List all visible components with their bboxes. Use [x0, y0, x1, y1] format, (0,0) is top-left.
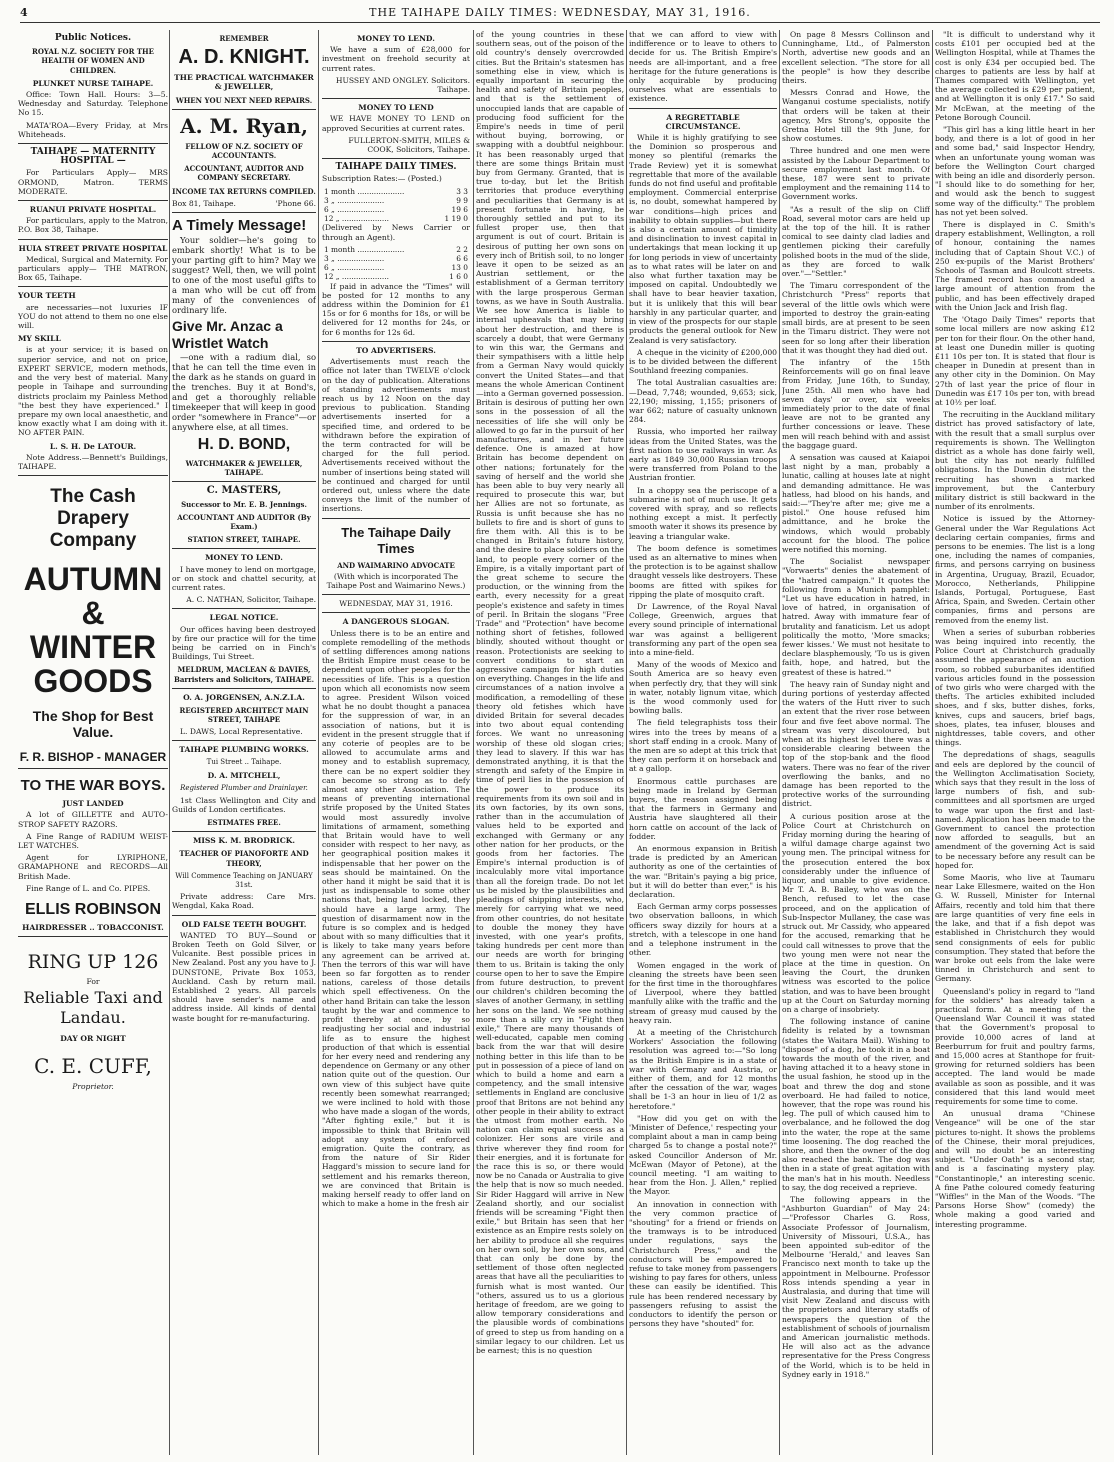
nathan-signature: A. C. NATHAN, Solicitor, Taihape.	[186, 595, 316, 605]
column-6	[782, 30, 930, 1455]
cuff-name: C. E. CUFF,	[34, 1053, 152, 1078]
bond-name: H. D. BOND,	[197, 436, 291, 454]
rate-row	[322, 205, 470, 214]
false-teeth-body: WANTED TO BUY—Sound or Broken Teeth on Gold Silver, or Vulcanite. Best possible prices in New Zealand. Post any you have to J. DUNSTONE, Private Box 1053, Auckland. Cash by return mail. Established 2 years. All parcels should have sender's name and address inside. All kinds of dental waste bought for re-manufacturing.	[172, 930, 316, 1023]
timely-body: Your soldier—he's going to embark shortly! What is to be your parting gift to him? May we suggest? Well, then, we will point to one of the most useful gifts to a man who will be cut off from many of the conveniences of ordinary life.	[172, 235, 316, 316]
col6-para-11: The following instance of canine fidelity is related by a townsman (states the Waitara Mail). Wishing to "dispose" of a dog, he took it in a boat towards the mouth of the river, and having attached it to a heavy stone in the usual fashion, he stood up in the boat and threw the dog and stone overboard. He had failed to notice, however, that the rope was round his leg. The pull of which caused him to overbalance, and he followed the dog into the water, the rope at the same time loosening. The dog reached the shore, and then the owner of the dog also reached the bank. The dog was then in a state of great agitation with the man's hat in his mouth. Needless to say, the dog received a reprieve.	[782, 1017, 930, 1192]
plumbing-heading: TAIHAPE PLUMBING WORKS.	[179, 744, 309, 754]
rate-row	[322, 196, 470, 205]
masthead	[20, 6, 1100, 23]
col5-para-15: At a meeting of the Christchurch Workers' Association the following resolution was agreed to:—"So long as the British Empire is in a state of war with Germany and Austria, or either of them, and for 12 months after the cessation of the war, wages shall be 1-3 an hour in lieu of 1/2 as heretofore."	[629, 1027, 777, 1111]
knight-name: A. D. KNIGHT.	[178, 46, 310, 69]
ellis-robinson: ELLIS ROBINSON	[24, 900, 161, 918]
col5-para-17: An innovation in connection with the very common practice of "shouting" for a friend or friends on the tramways is to be introduced under regulations, says the Christchurch Press," and the conductors will be empowered to refuse to take money from passengers wishing to pay fares for others, unless these can easily be identified. This rule has been rendered necessary by passengers refusing to assist the conductors to identify the person or persons they have "shouted" for.	[629, 1199, 777, 1329]
autumn-winter-heading: AUTUMN & WINTER GOODS	[23, 561, 163, 700]
ryan-name: A. M. Ryan,	[180, 113, 308, 138]
delatour-address: Note Address.—Bennett's Buildings, TAIHAPE.	[18, 452, 168, 471]
jorgensen-name: O. A. JORGENSEN, A.N.Z.I.A.	[183, 692, 305, 702]
col5-para-12: An enormous expansion in British trade is predicted by an American authority as one of the certainties of the war. "Britain's paying a big price, but it will do better than ever," is his declaration.	[629, 844, 777, 900]
rate-row	[322, 245, 470, 254]
col5-para-8: Dr Lawrence, of the Royal Naval College, Greenwich, argues that every sound principle of international war was against a belligerent transforming any part of the open sea into a mine-field.	[629, 601, 777, 657]
col5-para-4: The total Australian casualties are:—Dead, 7,748; wounded, 9,653; sick, 22,190; missing, 1,155; prisoners of war 662; nature of casualty unknown 284.	[629, 378, 777, 425]
slogan-continued: of the young countries in these southern seas, out of the poison of the old country's densely overcrowded cities. But the Britain's statesmen has something else in view, which is equally important in securing the health and safety of Britain peoples, and that is the settlement of unoccupied lands that are capable of producing food sufficient for the Empire's needs in time of peril without buying, borrowing, or swapping with a doubtful neighbour. It has been reasonably urged that there are some things Britain must buy from Germany. Granted, that is true to-day, but let the British territories that produce everything and peculiarities that Germany is at present fortunate in having, be thoroughly settled and put to its fullest proper use, then that argument is out of court. Britain is desirous of putting her own sons on every inch of British soil, to no longer leave it open to be seized as an Austrian settlement, or the establishment of a German territory with the large prosperous German towns, as we have in South Australia. We see how America is liable to internal upheavals that may bring about her destruction, and there is scarcely a doubt, that were Germany to win this war, the Germans and their sympathisers with a little help from a German Navy would quickly convert the United States—and that means the whole American Continent—into a German governed possession. Britain is desirous of putting her own sons in the possession of all the necessities of life she will only be allowed to go far in the pursuit of her manufactures, and in her future defence. One is amazed at how Britain has become dependent on other nations; fortunately for the saving of herself and the world she has been able to buy very nearly all required to prosecute this war, but her Allies are not so fortunate, as Russia is unfit because she has no bullets to fire and is short of guns to fire them with. All this is to be changed in Britain's future history, and the desire to place soldiers on the land, to people every corner of the Empire, is a vitally important part of the great scheme to secure the production, or the winning from the earth, every necessity for a great people's existence and safety in times of peril. In Britain the slogans "Free Trade" and "Protection" have become nothing short of fetishes, followed blindly, shouted without thought or reason. Protectionists are seeking to convert conditions to start an aggressive campaign for high duties on everything. Changes in the life and circumstances of a nation involve a modification, a remodelling of these theory old fetishes which have divided Britain for several decades into two about equal contending forces. We want no unreasoning worship of these old slogan cries; they lead to slavery. If this war has demonstrated anything, it is that the strength and safety of the Empire in time of peril lies in the possession of the power to produce its requirements from its own soil and in its own factories, by its own sons, rather than in the accumulation of values held to be exported and exchanged with Germany or any other nation for her products, or the goods from her factories. The Empire's internal production is of incalculably more vital importance than all the foreign trade. Do not let us be misled by the plausibilities and pleadings of shipping interests, who, merely for carrying what we need from other countries, do not hesitate to double the money they have invested, with one year's profits, taking hundreds per cent more than our needs are worth for bringing them to us. Britain is taking the only course open to her to save the Empire from future destruction, to prevent our children's children becoming the slaves of another Germany, in settling her sons on the land. We see nothing more than a silly cry in "Fight then exile," There are many thousands of well-educated, capable men coming back from the war that will desire nothing better in this life than to be put in possession of a piece of land on which to build a home and earn a competency, and the small intensive settlements in England are conclusive proof that Britons are not behind any other people in their ability to extract the utmost from mother earth. No nation can claim equal success as a colonizer. Her sons are virile and thrive wherever they find room for their energies, and it is fortunate for the race this is so, or there would now be no Canada or Australia to give the help that is now so much needed. Sir Rider Haggard will arrive in New Zealand shortly, and our socialist friends will be screaming "Fight then exile," but Britain has seen that her existence as an Empire rests solely on her ability to produce all she requires on her own soil, by her own sons, and that can only be done by the settlement of those often neglected areas that have all the peculiarities to furnish what is most wanted. Our "others, assured us to us a glorious heritage of freedom, are we going to allow temporary considerations and the plausible words of combinations of greed to step us from handing on a similar legacy to our children. Let us be earnest; this is no question	[476, 30, 624, 1356]
pipes-item: Fine Range of L. and Co. PIPES.	[26, 883, 151, 893]
col5-para-3: A cheque in the vicinity of £200,000 is to be divided between the different Southland freezing companies.	[629, 347, 777, 376]
col7-para-9: Some Maoris, who live at Taumaru near Lake Ellesmere, waited on the Hon G. W. Russell, Minister for Internal Affairs, recently and told him that there are large quantities of very fine eels in the lake, and that if a fish depot was established in Christchurch they would send consignments of eels for public consumption. They stated that before the war broke out eels from the lake were tinned in Christchurch and sent to Germany.	[935, 873, 1095, 984]
slogan-body: Unless there is to be an entire and complete remodelling of the methods of settling differences among nations the British Empire must cease to be dependent upon other peoples for the necessities of life. This is a question upon which all economists now seem to agree. President Wilson voiced what he no doubt thought a panacea for the suppression of war, in an association of nations, but it is evident in the present struggle that if any coterie of peoples are to be allowed to accumulate arms and money and to establish supremacy, there can be no expert soldier they can become so strong as to defy almost any other Association. The means of preventing international strife proposed by the United States would most assuredly involve limitations of armament, something that Britain would have to well consider with respect to her navy, as her geographical position makes it indispensable that her power on the seas should be maintained. On the other hand it might be said that it is just as indispensable to some other nations that, being land locked, they should have a large army. The question of disarmament now in the future is so complex and is hedged about with so many difficulties that it is likely to take many years before any agreement can be arrived at. Then the terrors of this war will have been so far forgotten as to render nations, careless of those details which spell effectiveness. On the other hand Britain can take the lesson taught by the war and commence to profit thereby at once, by so readjusting her social and industrial life as to ensure the highest production of that which is essential for her every need and rendering any dependence on Germany or any other nation quite out of the question. Our own view of this subject have quite recently been somewhat rearranged; we were inclined to hold with those who have made a slogan of the words, "After fighting exile," but it is impossible to think that Britain will adopt any system of enforced emigration. Quite the contrary, as from the nature of Sir Rider Haggard's mission to secure land for settlement and his remarks thereon, we are convinced that Britain is making herself ready to offer land on which to make a home in the fresh air	[322, 628, 470, 1209]
col5-para-1: that we can afford to view with indifference or to leave to others to decide for us. The British Empire's needs are all-important, and a free heritage for the future generations is only acquirable by producing ourselves what are essentials to existence.	[629, 30, 777, 104]
col5-para-16: "How did you get on with the 'Minister of Defence,' respecting your complaint about a man in camp being charged 5s to change a postal note?" asked Councillor Anderson of Mr. McEwan (Mayor of Petone), at the council meeting. "I am waiting to hear from the Hon. J. Allen," replied the Mayor.	[629, 1113, 777, 1197]
delivered-intro: (Delivered by News Carrier or through an Agent).	[322, 223, 470, 242]
rate-price: 19 6	[451, 205, 468, 215]
money-lend-heading: MONEY TO LEND.	[357, 34, 435, 43]
rate-period: 6 „ ....................	[324, 263, 385, 273]
bond-sub: WATCHMAKER & JEWELLER, TAIHAPE.	[185, 459, 303, 478]
rate-price: 2 2	[456, 244, 468, 254]
taxi-heading: Reliable Taxi and Landau.	[23, 988, 163, 1028]
mitchell-body: 1st Class Wellington and City and Guilds of London certificates.	[172, 795, 316, 814]
col5-para-6: In a choppy sea the periscope of a submarine is not of much use. It gets covered with spray, and so reflects nothing except a mist. It perfectly smooth water it shows its presence by leaving a triangular wake.	[629, 485, 777, 541]
masthead-title: THE TAIHAPE DAILY TIMES: WEDNESDAY, MAY 31, 1916.	[369, 6, 751, 19]
plunket-notice: PLUNKET NURSE TAIHAPE.	[32, 78, 154, 88]
maternity-heading: TAIHAPE — MATERNITY HOSPITAL —	[30, 147, 156, 167]
rate-row	[322, 187, 470, 196]
col7-para-11: An unusual drama "Chinese Vengeance" will be one of the star pictures to-night. It shows the problems of the Chinese, their moral prejudices, and will no doubt be an interesting subject. "Under Oath" is a second star, and is a fascinating mystery play. "Constantinople," an interesting scenic. A fine Pathe coloured comedy featuring "Wiffles" in the Man of the Woods. "The Parsons Horse Show" (comedy) the whole making a good varied and interesting programme.	[935, 1109, 1095, 1229]
col7-para-10: Queensland's policy in regard to "land for the soldiers" has already taken a practical form. At a meeting of the Queensland War Council it was stated that the Government's proposal to provide 10,000 acres of land at Beerburrum for fruit and poultry farms, and 15,000 acres at Stanthope for fruit-growing for returned soldiers has been accepted. The land would be made available as soon as possible, and it was considered that this land would meet requirements for some time to come.	[935, 986, 1095, 1106]
office-hours: Office: Town Hall. Hours: 3—5. Wednesday and Saturday. Telephone No 15.	[18, 90, 168, 118]
lyriphone-item: Agent for LYRIPHONE, GRAMAPHONE and RECORDS—All British Made.	[18, 853, 168, 881]
public-notices-heading: Public Notices.	[54, 33, 132, 43]
proprietor-line: Proprietor.	[72, 1081, 114, 1091]
legal-heading: LEGAL NOTICE.	[209, 613, 279, 623]
column-rule	[779, 30, 780, 1455]
masters-role: ACCOUNTANT AND AUDITOR (By Exam.)	[177, 512, 311, 532]
column-rule	[473, 30, 474, 1455]
rates-note: If paid in advance the "Times" will be posted for 12 months to any address within the Dominion for £1 15s or for 6 months for 18s, or will be delivered for 12 months for 24s, or for 6 months for 12s 6d.	[322, 281, 470, 337]
posted-rates-table	[322, 187, 470, 224]
delatour-name: L. S. H. De LATOUR.	[49, 441, 137, 451]
day-night-line: DAY OR NIGHT	[60, 1034, 126, 1044]
plumbing-address: Tui Street .. Taihape.	[206, 757, 282, 766]
bishop-manager: F. R. BISHOP - MANAGER	[19, 750, 167, 765]
ryan-accountant: ACCOUNTANT, AUDITOR AND COMPANY SECRETARY.	[184, 164, 304, 183]
column-5	[629, 30, 777, 1455]
col7-para-5: The recruiting in the Auckland military district has proved satisfactory of late, with the result that a small surplus over requirements is shown. The Wellington district as a whole has done fairly well, but the city has not nearly fulfilled obligations. In the Dunedin district the recruiting has shown a marked improvement, but the Canterbury military district is still backward in the number of its enrolments.	[935, 410, 1095, 512]
masters-name: C. MASTERS,	[206, 485, 282, 497]
masters-sub: Successor to Mr. E. B. Jennings.	[181, 499, 307, 509]
rate-row	[322, 254, 470, 263]
rate-row	[322, 272, 470, 281]
huia-heading: HUIA STREET PRIVATE HOSPITAL	[18, 243, 168, 253]
huia-body: Medical, Surgical and Maternity. For particulars apply— THE MATRON, Box 65, Taihape.	[18, 254, 168, 283]
col6-para-10: A curious position arose at the Police Court at Christchurch on Friday morning during the hearing of a wilful damage charge against two young men. The principal witness for the prosecution entered the box considerably under the influence of liquor, and unable to give evidence. Mr T. A. B. Bailey, who was on the Bench, refused to let the case proceed, and on the application of Sub-Inspector Mullaney, the case was struck out. Mr Cassidy, who appeared for the accused, remarking that he could call witnesses to prove that the two young men were not near the place at the time in question. On leaving the Court, the drunken witness was escorted to the police station, and was to have been brought up at the Court on Saturday morning on a charge of insobriety.	[782, 811, 930, 1014]
just-landed: JUST LANDED	[62, 799, 124, 809]
col6-para-5: The Timaru correspondent of the Christchurch "Press" reports that several of the little owls which were imported to destroy the grain-eating small birds, are at present to be seen in the Timaru district. They were not seen for so long after their liberation that it was thought they had died out.	[782, 281, 930, 355]
rate-period: 1 month ....................	[324, 244, 405, 254]
ryan-income: INCOME TAX RETURNS COMPILED.	[172, 186, 316, 196]
col5-para-5: Russia, who imported her railway ideas from the United States, was the first nation to use railways in war. As early as 1849 30,000 Russian troops were transferred from Poland to the Austrian frontier.	[629, 427, 777, 483]
rate-period: 1 month ....................	[324, 186, 405, 196]
hussey-signature: HUSSEY AND ONGLEY. Solicitors. Taihape.	[335, 75, 470, 95]
brodrick-sub: TEACHER OF PIANOFORTE AND THEORY,	[179, 849, 309, 868]
anzac-heading: Give Mr. Anzac a Wristlet Watch	[172, 318, 283, 352]
rate-period: 3 „ ....................	[324, 195, 385, 205]
col5-para-7: The boom defence is sometimes used as an alternative to mines when the protection is to be against shallow draught vessels like destroyers. These booms are fitted with spikes for ripping the plate of mosquito craft.	[629, 543, 777, 599]
col6-para-1: On page 8 Messrs Collinson and Cunninghame, Ltd., of Palmerston North, advertise new goods and an excellent selection. "The store for all the people" is how they describe theirs.	[782, 30, 930, 86]
money-heading: MONEY TO LEND.	[205, 553, 283, 563]
rate-period: 3 „ ....................	[324, 254, 385, 264]
ryan-box: Box 81, Taihape.	[172, 198, 236, 208]
col7-para-6: Notice is issued by the Attorney-General under the War Regulations Act declaring certain companies, firms and persons to be enemies. The list is a long one, including the names of companies, firms, and persons carrying on business in Argentina, Uruguay, Brazil, Ecuador, Morocco, Netherlands, Philippine Islands, Portugal, Portuguese, East Africa, Spain, and Sweden. Certain other companies, firms and persons are removed from the enemy list.	[935, 514, 1095, 625]
ruanui-body: For particulars, apply to the Matron, P.O. Box 38, Taihape.	[18, 216, 168, 235]
skill-body: is at your service; it is based on superior service, and not on price, EXPERT SERVICE, modern methods, and the very best of material. Many people in Taihape and surrounding districts proclaim my Painless Method "the best they have experienced." I prepare my own local anaesthetic, and know exactly what I am doing with it. NO AFTER PAIN.	[18, 345, 168, 438]
maternity-body: For Particulars Apply— MRS ORMOND, Matron. TERMS MODERATE.	[18, 168, 168, 196]
rate-period: 6 „ ....................	[324, 205, 385, 215]
page-number: 4	[20, 6, 29, 19]
regrettable-heading: A REGRETTABLE CIRCUMSTANCE.	[665, 112, 741, 131]
daws-line: L. DAWS, Local Representative.	[180, 726, 303, 736]
cash-drapery-heading: The Cash Drapery Company	[49, 486, 137, 552]
money-lend-heading-2: MONEY TO LEND	[358, 103, 434, 113]
col5-para-11: Enormous cattle purchases are being made in Ireland by German buyers, the reason assigned being that the farmers in Germany and Austria have slaughtered all their horn cattle on account of the lack of fodder.	[629, 776, 777, 841]
col5-para-10: The field telegraphists toss their wires into the trees by means of a short staff ending in a crook. Many of the men are so adept at this trick that they can perform it on horseback and at a gallop.	[629, 718, 777, 774]
money-lend-body: We have a sum of £28,000 for investment on freehold security at current rates.	[322, 45, 470, 73]
radium-item: A Fine Range of RADIUM WEIST-LET WATCHES.	[18, 831, 168, 850]
col6-para-2: Messrs Conrad and Howe, the Wanganui costume specialists, notify that orders will be taken at their agency, Mrs Strong's, opposite the Gretna Hotel till the 9th June, for show costumes.	[782, 88, 930, 144]
rate-price: 13 0	[451, 263, 468, 273]
skill-heading: MY SKILL	[18, 334, 61, 344]
rate-price: 1 6 0	[449, 272, 468, 282]
ryan-phone: 'Phone 66.	[275, 198, 316, 208]
mitchell-sub: Registered Plumber and Drainlayer.	[180, 784, 308, 793]
col6-para-9: The heavy rain of Sunday night and during portions of yesterday affected the waters of the Hutt river to such an extent that the river rose between four and five feet above normal. The stream was very discoloured, but when at its highest level there was a considerable clearing between the top of the stop-bank and the flood waters. There was no fear of the river overflowing the banks, and no damage has been reported to the protective works of the surrounding district.	[782, 679, 930, 809]
slogan-heading: A DANGEROUS SLOGAN.	[342, 617, 450, 627]
column-rule	[169, 30, 170, 1455]
col7-para-1: "It is difficult to understand why it costs £101 per occupied bed at the Wellington Hospital, while at Thames the cost is only £34 per occupied bed. The charges to patients are less by half at Thames compared with Wellington, yet the average collected is £29 per patient, and at Wellington it is only £17." So said Mr McEwan, at the meeting of the Petone Borough Council.	[935, 30, 1095, 122]
anzac-body: —one with a radium dial, so that he can tell the time even in the dark as he stands on guard in the trenches. Buy it at Bond's, and get a thoroughly reliable timekeeper that will keep in good order "somewhere in France"—or anywhere else, at all times.	[172, 352, 316, 433]
rate-row	[322, 263, 470, 272]
col7-para-2: "This girl has a king little heart in her body, and there is a lot of good in her and some bad," said Inspector Hendry, when an unfortunate young woman was before the Wellington Court charged with being an idle and disorderly person. "I should like to do something for her, and would ask the bench to suggest some way of the difficulty." The problem has not yet been solved.	[935, 125, 1095, 217]
rate-row	[322, 214, 470, 223]
hairdresser-line: HAIRDRESSER .. TOBACCONIST.	[22, 922, 164, 932]
col6-para-4: "As a result of the slip on Cliff Road, several motor cars are held up at the top of the hill. It is rather comical to see dainty clad ladies and gentlemen picking their carefully polished boots in the mud of the slide, as they are forced to walk over."—"Settler."	[782, 204, 930, 279]
paper-masthead-note: (With which is incorporated The Taihape Post and Waimarino News.)	[326, 571, 466, 590]
for-line: For	[86, 977, 100, 987]
knight-sub: THE PRACTICAL WATCHMAKER & JEWELLER,	[174, 73, 314, 92]
mataroa-notice: MATA'ROA—Every Friday, at Mrs Whiteheads.	[18, 120, 168, 139]
shop-slogan: The Shop for Best Value.	[32, 708, 154, 741]
paper-masthead-sub: AND WAIMARINO ADVOCATE	[337, 560, 455, 570]
col5-para-2: While it is highly gratifying to see the Dominion so prosperous and money so plentiful (remarks the Trade Review) yet it is somewhat regrettable that more of the available funds do not find useful and profitable employment. Commercial enterprise is, no doubt, somewhat hampered by war conditions—high prices and inability to obtain supplies—but there is also a certain amount of timidity and disinclination to invest capital in undertakings that mean locking it up for long periods in view of uncertainty as to what rates will be later on and also what further taxation may be imposed on capital. Undoubtedly we shall have to bear heavier taxation, but it is unlikely that this will bear harshly in any particular quarter, and in view of the prospects for our staple products the general outlook for New Zealand is very satisfactory.	[629, 133, 777, 345]
masters-address: STATION STREET, TAIHAPE.	[187, 535, 301, 545]
column-rule	[318, 30, 319, 1455]
rate-price: 1 19 0	[444, 214, 468, 224]
col6-para-6: The infantry of the 15th Reinforcements will go on final leave from Friday, June 16th, to Sunday, June 25th. All men who have had seven days' or over, six weeks immediately prior to the date of final leave are not to be granted any further concessions or leave. These men will reach behind with and assist the baggage guard.	[782, 357, 930, 450]
ruanui-heading: RUANUI PRIVATE HOSPITAL.	[29, 205, 157, 215]
times-rates-heading: TAIHAPE DAILY TIMES.	[335, 162, 457, 173]
timely-heading: A Timely Message!	[172, 217, 307, 235]
col6-para-7: A sensation was caused at Kaiapoi last night by a man, probably a lunatic, calling at houses late at night and demanding admittance. He was hatless, had blood on his hands, and said:—"They're after me; give me a pistol." One house refused him admittance, and he broke the windows, which would probably account for the blood. The police were notified this morning.	[782, 452, 930, 554]
col7-para-8: The depredations of shags, seagulls and eels are deplored by the council of the Wellington Acclimatisation Society, which says that they result in the loss of large numbers of fish, and sub-committees and all sportsmen are urged to wage war upon the first and last-named. Application has been made to the Government to cancel the protection now afforded to seagulls, but an amendment of the governing Act is said to be necessary before any result can be hoped for.	[935, 750, 1095, 870]
col6-para-3: Three hundred and one men were assisted by the Labour Department to secure employment last month. Of these, 187 were sent to private employment and the remaining 114 to Government works.	[782, 146, 930, 202]
remember-heading: REMEMBER	[219, 34, 269, 43]
col6-para-12: The following appears in the "Ashburton Guardian" of May 24:—"Professor Charles G. Ross, Associate Professor of Journalism, University of Missouri, U.S.A., has been appointed sub-editor of the Melbourne 'Herald,' and leaves San Francisco next month to take up the appointment in Melbourne. Professor Ross intends spending a year in Australasia, and during that time will visit New Zealand and discuss with the proprietors and literary staffs of newspapers the question of the establishment of schools of journalism and American journalistic methods. He will also act as the advance representative for the Press Congress of the World, which is to be held in Sydney early in 1918."	[782, 1194, 930, 1379]
column-3	[322, 30, 470, 1455]
fullerton-signature: FULLERTON-SMITH, MILES & COOK, Solicitors, Taihape.	[348, 135, 470, 155]
rate-price: 9 9	[456, 195, 468, 205]
rate-period: 12 „ ....................	[324, 214, 389, 224]
architect-line: REGISTERED ARCHITECT MAIN STREET, TAIHAPE	[179, 706, 309, 725]
col7-para-4: The 'Otago Daily Times" reports that some local millers are now asking £12 per ton for their flour. On the other hand, at least one Dunedin miller is quoting £11 10s per ton. It is stated that flour is cheaper in Dunedin at present than in any other city in the Dominion. On May 27th of last year the price of flour in Dunedin was £17 10s per ton, with bread at 10½ per loaf.	[935, 315, 1095, 407]
brodrick-address: Private address: Care Mrs. Wengdal, Kaka Road.	[172, 892, 316, 911]
col6-para-8: The Socialist newspaper "Vorwaerts" denies the abatement of the "hatred campaign." It quotes the following from a Munich pamphlet: "Let us have education in hatred, in love of hatred, in organisation of hatred. Away with immature fear of brutality and fanaticism. Let us adopt politically the motto, 'More smacks; fewer kisses.' We must not hesitate to declare blasphemously, 'To us is given faith, hope, and hatred, but the greatest of these is hatred.'"	[782, 557, 930, 677]
brodrick-body: Will Commence Teaching on JANUARY 31st.	[175, 871, 313, 889]
mitchell-name: D. A. MITCHELL,	[207, 771, 281, 781]
column-1	[18, 30, 168, 1455]
legal-body: Our offices having been destroyed by fire our practice will for the time being be carried on in Finch's Buildings, Tui Street.	[172, 624, 316, 662]
advertisers-body: Advertisements must reach the office not later than TWELVE o'clock on the day of publication. Alterations of standing advertisements must reach us by 12 Noon on the day previous to publication. Standing advertisements inserted for a specified time, and ordered to be withdrawn before the expiration of the term contracted for will be charged for the full period. Advertisements received without the number of insertions being stated will be continued and charged for until ordered out, unless where the date conveys the limit of the number of insertions.	[322, 357, 470, 514]
teeth-heading: YOUR TEETH	[18, 291, 76, 301]
rate-price: 3 3	[456, 186, 468, 196]
money-body: I have money to lend on mortgage, or on stock and chattel security, at current rates.	[172, 564, 316, 593]
brodrick-name: MISS K. M. BRODRICK.	[192, 836, 296, 846]
royal-nz-notice: ROYAL N.Z. SOCIETY FOR THE HEALTH OF WOMEN AND CHILDREN.	[32, 47, 154, 75]
advertisers-heading: TO ADVERTISERS.	[356, 345, 436, 355]
paper-masthead: The Taihape Daily Times	[341, 524, 451, 556]
column-rule	[626, 30, 627, 1455]
gillette-item: A lot of GILLETTE and AUTO-STROP SAFETY RAZORS.	[18, 810, 168, 829]
column-2	[172, 30, 316, 1455]
column-4	[476, 30, 624, 1455]
ryan-fellow: FELLOW OF N.Z. SOCIETY OF ACCOUNTANTS.	[185, 141, 303, 161]
teeth-body: are necessaries—not luxuries IF YOU do not attend to them no one else will.	[18, 302, 168, 331]
knight-repairs: WHEN YOU NEXT NEED REPAIRS.	[175, 95, 313, 105]
false-teeth-heading: OLD FALSE TEETH BOUGHT.	[181, 919, 307, 929]
rate-price: 6 6	[456, 254, 468, 264]
col5-para-13: Each German army corps possesses two observation balloons, in which officers sway dizzily for hours at a stretch, with a telescope in one hand and a telephone instrument in the other.	[629, 902, 777, 958]
ring-up-heading: RING UP 126	[27, 951, 159, 974]
war-boys-heading: TO THE WAR BOYS.	[20, 777, 166, 795]
rates-intro: Subscription Rates:— (Posted.)	[322, 174, 442, 184]
col7-para-7: When a series of suburban robberies was being inquired into recently, the Police Court at Christchurch gradually assumed the appearance of an auction room, so robbed suburbanites identified various articles found in the possession of two girls who were charged with the thefts. The articles exhibited included shoes, and f sks, butter dishes, forks, knives, cups and saucers, brief bags, shoes, plates, tea infuser, blouses and nightdresses, table covers, and other things.	[935, 627, 1095, 748]
dateline: WEDNESDAY, MAY 31, 1916.	[339, 599, 453, 609]
ryan-contact	[172, 199, 316, 208]
column-rule	[932, 30, 933, 1455]
rate-period: 12 „ ....................	[324, 272, 389, 282]
meldrum-signature: MELDRUM, MACLEAN & DAVIES, Barristers and Solicitors, TAIHAPE.	[173, 665, 315, 684]
col7-para-3: There is displayed in C. Smith's drapery establishment, Wellington, a roll of honour, containing the names including that of Captain Shout V.C.) of 250 ex-pupils of the Marist Brothers' Schools of Tasman and Boulcott streets. The framed record has commanded a large amount of attention from the public, and has been effectively draped with the Union Jack and Irish flag.	[935, 220, 1095, 312]
col5-para-14: Women engaged in the work of cleaning the streets have been seen for the first time in the thoroughfares of Liverpool, where they battled manfully alike with the traffic and the stream of greasy mud caused by the heavy rain.	[629, 960, 777, 1025]
delivered-rates-table	[322, 245, 470, 282]
column-7	[935, 30, 1095, 1455]
estimates-line: ESTIMATES FREE.	[207, 817, 281, 827]
money-lend-body-2: WE HAVE MONEY TO LEND on approved Securities at current rates.	[322, 114, 470, 133]
col5-para-9: Many of the woods of Mexico and South America are so heavy even when perfectly dry, that they will sink in water, notably lignum vitae, which is the wood commonly used for bowling balls.	[629, 660, 777, 716]
